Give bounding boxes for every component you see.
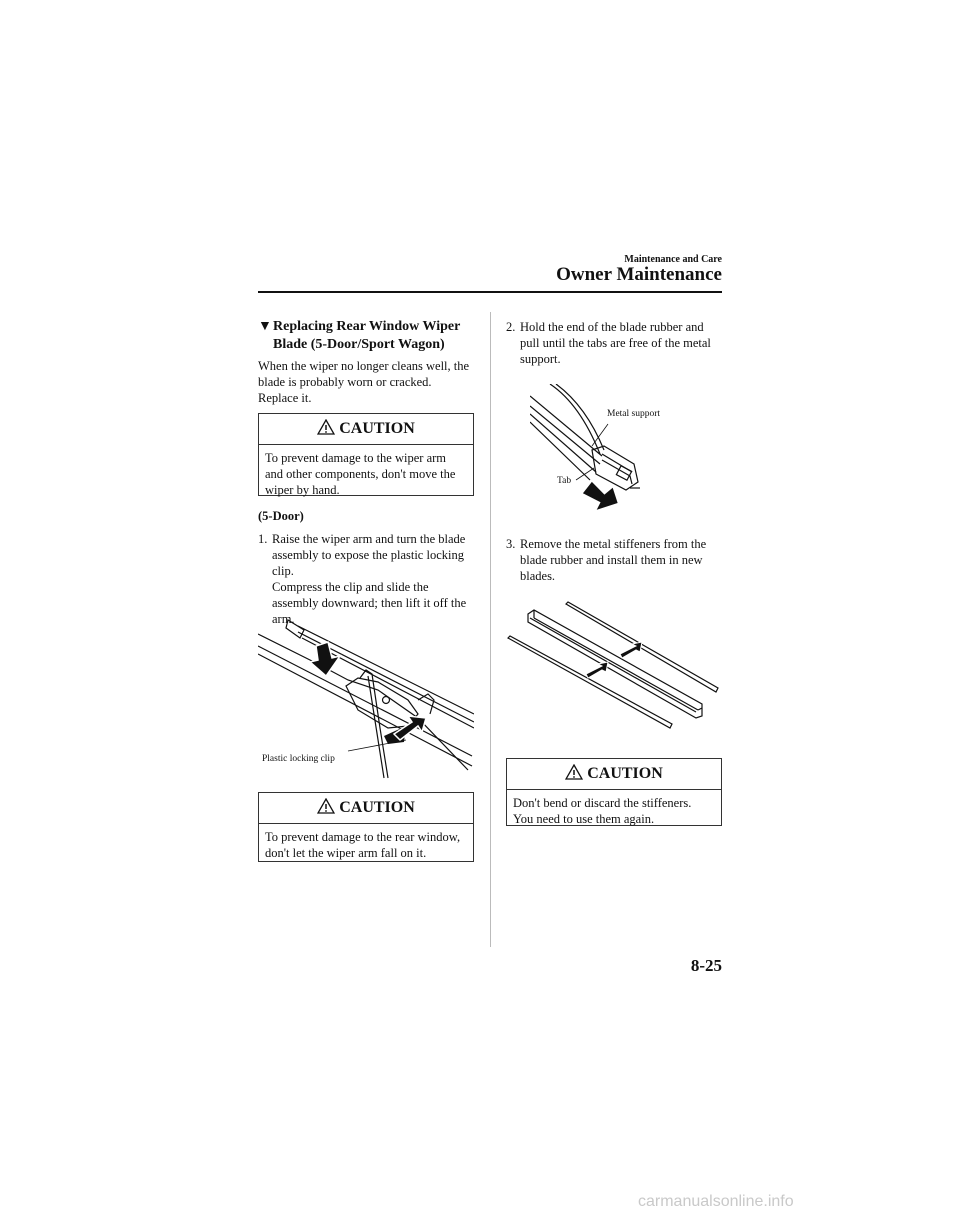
section-title [258, 318, 490, 354]
label-plastic-locking-clip: Plastic locking clip [262, 754, 335, 764]
step-number: 1. [258, 532, 268, 546]
warning-triangle-icon [565, 761, 583, 791]
warning-triangle-icon [317, 795, 335, 825]
caution-heading: CAUTION [259, 793, 473, 824]
caution-body: To prevent damage to the wiper arm and other components, don't move the wiper by hand. [265, 451, 456, 497]
step-number: 3. [506, 537, 516, 551]
label-tab: Tab [557, 476, 572, 486]
caution-box-2 [258, 792, 474, 862]
header-section: Maintenance and Care [624, 254, 722, 265]
triangle-marker-icon: ▼ [258, 319, 272, 334]
warning-triangle-icon [317, 416, 335, 446]
intro-line: Replace it. [258, 391, 312, 405]
intro-paragraph [258, 358, 490, 406]
intro-line: blade is probably worn or cracked. [258, 375, 432, 389]
column-divider [490, 312, 491, 947]
intro-line: When the wiper no longer cleans well, the [258, 359, 470, 373]
header-title: Owner Maintenance [556, 264, 722, 285]
caution-heading: CAUTION [259, 414, 473, 445]
watermark-text: carmanualsonline.info [638, 1193, 794, 1210]
figure-stiffeners [506, 600, 722, 730]
section-title-line2: Blade (5-Door/Sport Wagon) [273, 337, 445, 352]
step-3: 3. Remove the metal stiffeners from the blade rubber and install them in new blades. [506, 537, 707, 583]
step-number: 2. [506, 320, 516, 334]
figure-metal-support [530, 384, 650, 510]
caution-heading: CAUTION [507, 759, 721, 790]
step-2: 2. Hold the end of the blade rubber and pull until the tabs are free of the metal support. [506, 320, 711, 366]
caution-box-3 [506, 758, 722, 826]
caution-body: To prevent damage to the rear window, don't let the wiper arm fall on it. [265, 830, 461, 860]
header-rule [258, 291, 722, 293]
label-metal-support: Metal support [607, 409, 661, 419]
caution-body: Don't bend or discard the stiffeners. You need to use them again. [513, 796, 692, 826]
step-1: 1. Raise the wiper arm and turn the blade assembly to expose the plastic locking clip. Compress the clip and slide the assembly downward; then lift it off the arm. [258, 532, 467, 626]
page-number: 8-25 [690, 956, 722, 975]
subheading-5-door: (5-Door) [258, 509, 304, 523]
caution-box-1 [258, 413, 474, 496]
section-title-line1: Replacing Rear Window Wiper [273, 319, 461, 334]
